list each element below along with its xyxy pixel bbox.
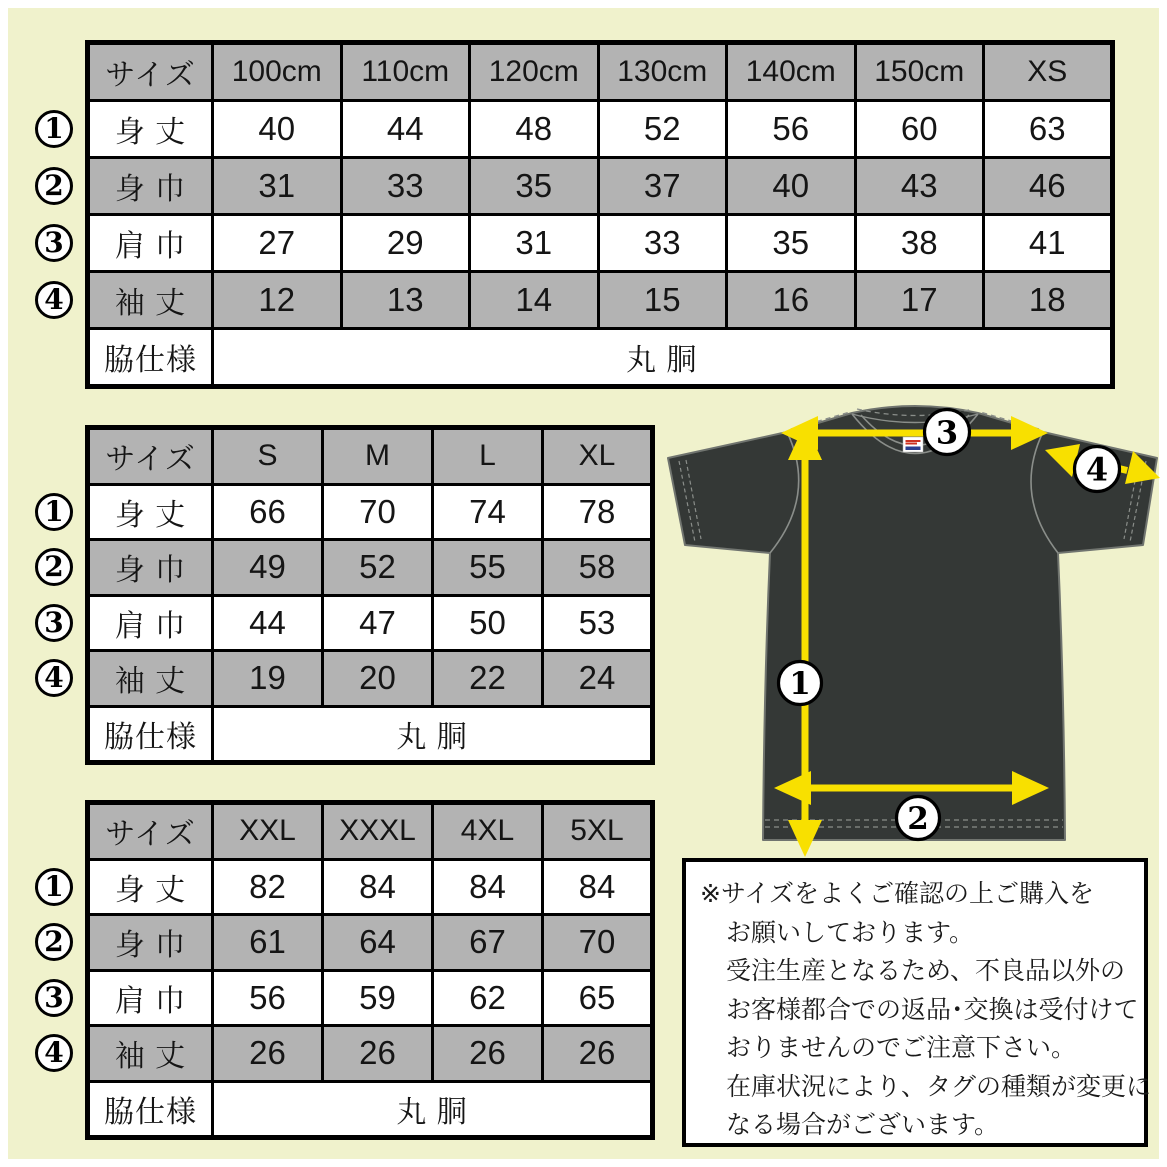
- measure-value: 38: [855, 215, 984, 272]
- measure-value: 59: [323, 970, 433, 1026]
- row-marker-2: 2: [35, 923, 73, 961]
- measure-row: [88, 484, 653, 540]
- row-marker-2: 2: [35, 548, 73, 586]
- measure-value: 33: [341, 158, 470, 215]
- measure-value: 43: [855, 158, 984, 215]
- size-header-label: サイズ: [88, 803, 213, 860]
- measure-value: 66: [213, 484, 323, 540]
- measure-label: 肩 巾: [88, 970, 213, 1026]
- size-table-plus: [85, 800, 655, 1140]
- size-table-adult: [85, 425, 655, 765]
- measure-label: 身 丈: [88, 101, 213, 158]
- measure-value: 78: [543, 484, 653, 540]
- measure-value: 19: [213, 651, 323, 707]
- measure-label: 肩 巾: [88, 595, 213, 651]
- svg-text:4: 4: [1085, 450, 1109, 489]
- measure-value: 44: [341, 101, 470, 158]
- measure-value: 35: [727, 215, 856, 272]
- header-row: [88, 428, 653, 485]
- size-header-cell: 120cm: [470, 43, 599, 101]
- measure-value: 15: [598, 272, 727, 329]
- size-header-cell: S: [213, 428, 323, 485]
- measure-row: [88, 540, 653, 596]
- size-header-label: サイズ: [88, 428, 213, 485]
- measure-value: 14: [470, 272, 599, 329]
- size-header-cell: 4XL: [433, 803, 543, 860]
- measure-value: 84: [323, 859, 433, 915]
- side-spec-label: 脇仕様: [88, 329, 213, 387]
- measure-value: 84: [433, 859, 543, 915]
- row-marker-1: 1: [35, 110, 73, 148]
- side-spec-label: 脇仕様: [88, 706, 213, 763]
- measure-value: 52: [323, 540, 433, 596]
- measure-value: 55: [433, 540, 543, 596]
- measure-value: 18: [984, 272, 1113, 329]
- measure-value: 62: [433, 970, 543, 1026]
- row-marker-3: 3: [35, 224, 73, 262]
- measure-value: 74: [433, 484, 543, 540]
- measure-value: 48: [470, 101, 599, 158]
- size-header-cell: 100cm: [213, 43, 342, 101]
- header-row: [88, 803, 653, 860]
- measure-value: 56: [213, 970, 323, 1026]
- measure-value: 70: [543, 915, 653, 971]
- size-header-cell: XS: [984, 43, 1113, 101]
- measure-label: 袖 丈: [88, 1026, 213, 1082]
- size-header-cell: L: [433, 428, 543, 485]
- measure-row: [88, 272, 1113, 329]
- measure-label: 身 巾: [88, 915, 213, 971]
- notice-line: お客様都合での返品･交換は受付けて: [726, 995, 1139, 1024]
- row-marker-4: 4: [35, 281, 73, 319]
- size-header-cell: 130cm: [598, 43, 727, 101]
- side-spec-value: 丸 胴: [213, 329, 1113, 387]
- purchase-notice-box: [682, 858, 1152, 1147]
- notice-line: お願いしております。: [726, 918, 975, 947]
- measure-value: 31: [213, 158, 342, 215]
- measure-label: 身 丈: [88, 484, 213, 540]
- measure-value: 40: [727, 158, 856, 215]
- diagram-marker-3: [925, 410, 970, 455]
- size-header-label: サイズ: [88, 43, 213, 101]
- measure-value: 37: [598, 158, 727, 215]
- header-row: [88, 43, 1113, 101]
- measure-value: 17: [855, 272, 984, 329]
- row-marker-1: 1: [35, 868, 73, 906]
- measure-value: 60: [855, 101, 984, 158]
- row-marker-4: 4: [35, 1034, 73, 1072]
- notice-line: なる場合がございます。: [726, 1111, 1000, 1139]
- tshirt-measurement-diagram: [660, 398, 1165, 860]
- side-spec-value: 丸 胴: [213, 706, 653, 763]
- measure-value: 27: [213, 215, 342, 272]
- footer-row: [88, 329, 1113, 387]
- measure-value: 56: [727, 101, 856, 158]
- measure-value: 70: [323, 484, 433, 540]
- measure-value: 13: [341, 272, 470, 329]
- measure-value: 29: [341, 215, 470, 272]
- measure-value: 47: [323, 595, 433, 651]
- measure-value: 58: [543, 540, 653, 596]
- measure-value: 84: [543, 859, 653, 915]
- footer-row: [88, 1081, 653, 1138]
- measure-label: 肩 巾: [88, 215, 213, 272]
- measure-value: 41: [984, 215, 1113, 272]
- notice-line: おりませんのでご注意下さい。: [726, 1034, 1077, 1062]
- measure-value: 63: [984, 101, 1113, 158]
- measure-value: 64: [323, 915, 433, 971]
- measure-value: 44: [213, 595, 323, 651]
- measure-value: 31: [470, 215, 599, 272]
- measure-value: 26: [213, 1026, 323, 1082]
- size-header-cell: XXXL: [323, 803, 433, 860]
- measure-label: 身 巾: [88, 540, 213, 596]
- side-spec-label: 脇仕様: [88, 1081, 213, 1138]
- side-spec-value: 丸 胴: [213, 1081, 653, 1138]
- measure-value: 61: [213, 915, 323, 971]
- measure-label: 身 巾: [88, 158, 213, 215]
- measure-row: [88, 101, 1113, 158]
- measure-value: 49: [213, 540, 323, 596]
- notice-line: 在庫状況により、タグの種類が変更に: [726, 1072, 1152, 1101]
- measure-row: [88, 595, 653, 651]
- measure-row: [88, 970, 653, 1026]
- svg-text:3: 3: [935, 413, 959, 452]
- measure-row: [88, 215, 1113, 272]
- row-marker-3: 3: [35, 979, 73, 1017]
- measure-value: 82: [213, 859, 323, 915]
- measure-value: 67: [433, 915, 543, 971]
- svg-text:1: 1: [789, 666, 811, 702]
- row-marker-1: 1: [35, 493, 73, 531]
- measure-row: [88, 158, 1113, 215]
- row-marker-3: 3: [35, 604, 73, 642]
- svg-text:2: 2: [907, 801, 929, 837]
- measure-value: 46: [984, 158, 1113, 215]
- row-marker-2: 2: [35, 167, 73, 205]
- measure-label: 身 丈: [88, 859, 213, 915]
- measure-value: 24: [543, 651, 653, 707]
- measure-value: 20: [323, 651, 433, 707]
- measure-value: 26: [323, 1026, 433, 1082]
- measure-label: 袖 丈: [88, 272, 213, 329]
- size-header-cell: XL: [543, 428, 653, 485]
- measure-row: [88, 651, 653, 707]
- measure-value: 65: [543, 970, 653, 1026]
- measure-value: 52: [598, 101, 727, 158]
- measure-value: 40: [213, 101, 342, 158]
- size-header-cell: XXL: [213, 803, 323, 860]
- notice-line: 受注生産となるため、不良品以外の: [726, 957, 1126, 985]
- size-header-cell: M: [323, 428, 433, 485]
- neck-brand-label: [903, 437, 923, 452]
- measure-value: 16: [727, 272, 856, 329]
- size-header-cell: 5XL: [543, 803, 653, 860]
- size-header-cell: 140cm: [727, 43, 856, 101]
- row-marker-4: 4: [35, 659, 73, 697]
- diagram-marker-4: [1075, 447, 1120, 492]
- measure-row: [88, 915, 653, 971]
- measure-value: 33: [598, 215, 727, 272]
- measure-row: [88, 1026, 653, 1082]
- size-header-cell: 150cm: [855, 43, 984, 101]
- diagram-marker-1: [779, 662, 822, 705]
- measure-value: 26: [433, 1026, 543, 1082]
- measure-value: 22: [433, 651, 543, 707]
- size-header-cell: 110cm: [341, 43, 470, 101]
- measure-value: 53: [543, 595, 653, 651]
- notice-line: ※サイズをよくご確認の上ご購入を: [700, 880, 1094, 908]
- measure-value: 12: [213, 272, 342, 329]
- measure-label: 袖 丈: [88, 651, 213, 707]
- measure-row: [88, 859, 653, 915]
- measure-value: 35: [470, 158, 599, 215]
- diagram-marker-2: [897, 797, 940, 840]
- measure-value: 26: [543, 1026, 653, 1082]
- size-table-kids: [85, 40, 1115, 389]
- footer-row: [88, 706, 653, 763]
- measure-value: 50: [433, 595, 543, 651]
